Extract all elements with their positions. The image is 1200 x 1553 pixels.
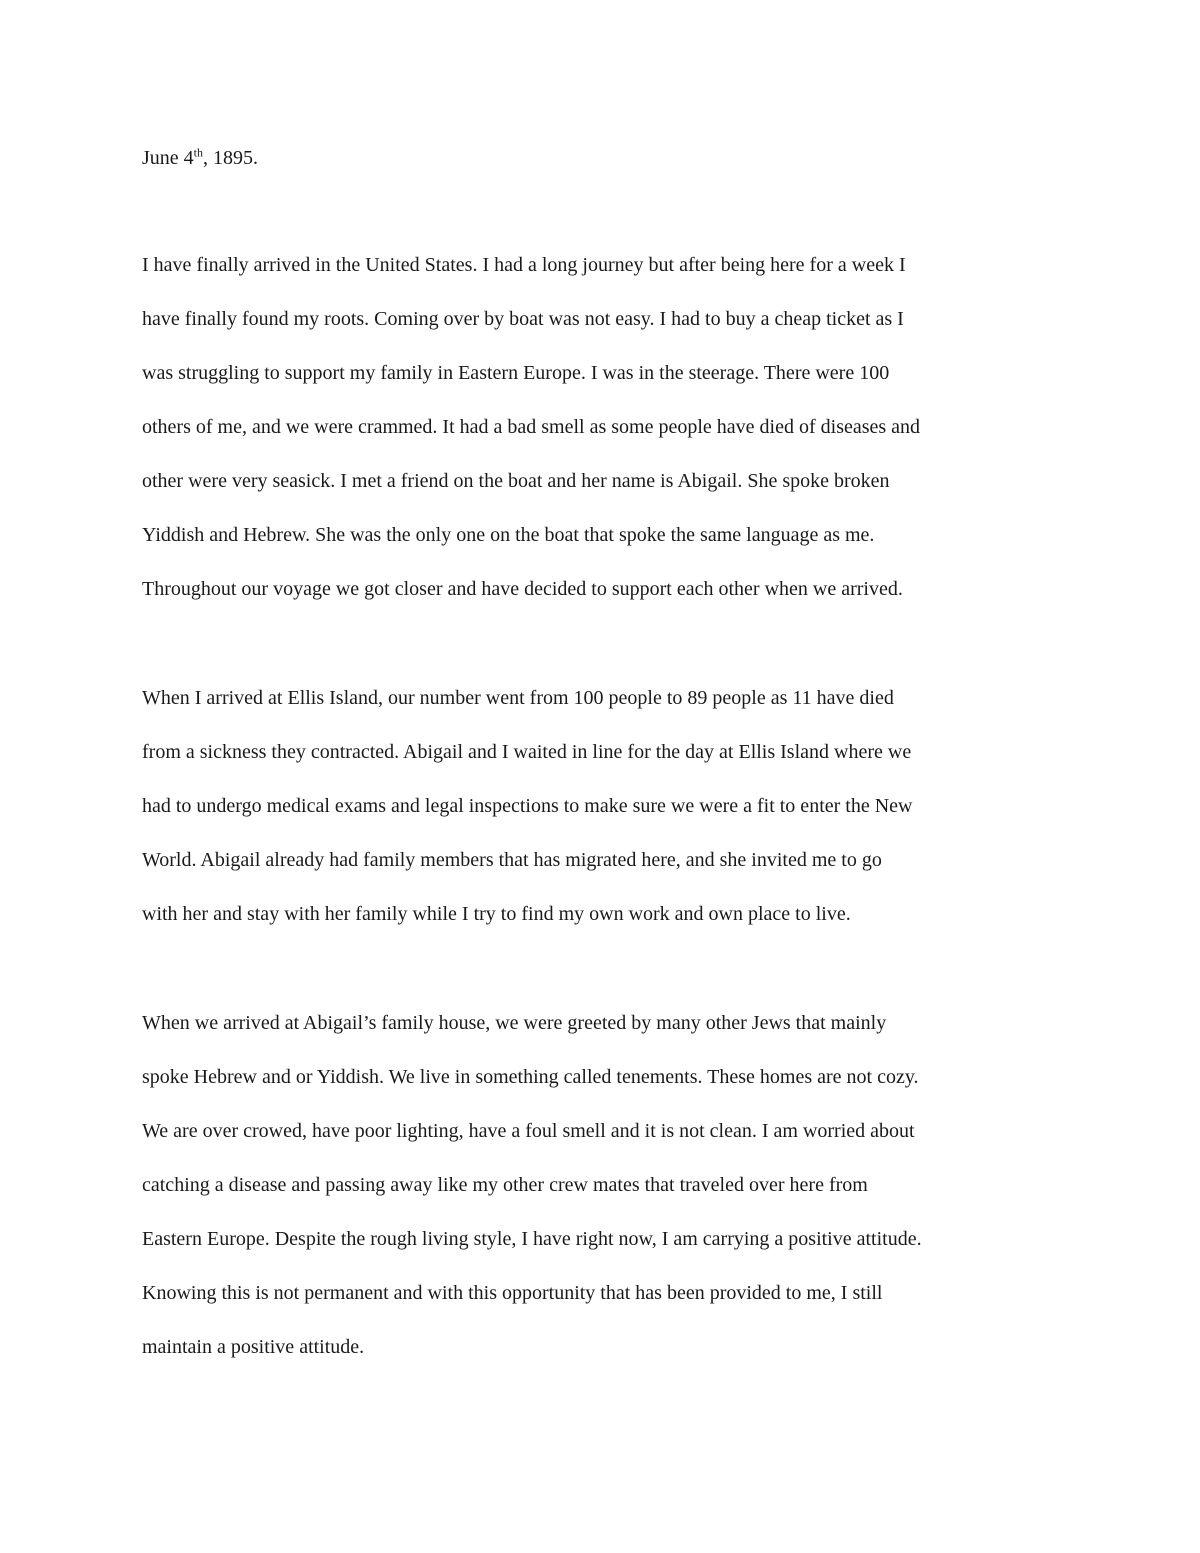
paragraph-line: was struggling to support my family in Eastern Europe. I was in the steerage. There were 100: [142, 362, 890, 384]
paragraph-line: other were very seasick. I met a friend on the boat and her name is Abigail. She spoke broken: [142, 470, 890, 492]
paragraph-line: spoke Hebrew and or Yiddish. We live in something called tenements. These homes are not cozy.: [142, 1066, 919, 1088]
date-heading: [142, 143, 1082, 173]
paragraph-line: catching a disease and passing away like my other crew mates that traveled over here from: [142, 1174, 868, 1196]
paragraph-line: Eastern Europe. Despite the rough living style, I have right now, I am carrying a positive attitude.: [142, 1228, 922, 1250]
paragraph-line: When we arrived at Abigail’s family house, we were greeted by many other Jews that mainly: [142, 1012, 887, 1034]
paragraph-line: Throughout our voyage we got closer and have decided to support each other when we arrived.: [142, 578, 903, 600]
paragraph-line: World. Abigail already had family members that has migrated here, and she invited me to go: [142, 849, 882, 871]
date-month-day: June 4: [142, 147, 194, 169]
paragraph-line: others of me, and we were crammed. It had a bad smell as some people have died of diseases and: [142, 416, 921, 438]
date-year: , 1895.: [203, 147, 259, 169]
paragraph-line: maintain a positive attitude.: [142, 1336, 365, 1358]
paragraph-line: Yiddish and Hebrew. She was the only one on the boat that spoke the same language as me.: [142, 524, 875, 546]
paragraph-line: We are over crowed, have poor lighting, have a foul smell and it is not clean. I am worried about: [142, 1120, 915, 1142]
paragraph-line: had to undergo medical exams and legal inspections to make sure we were a fit to enter the New: [142, 795, 913, 817]
paragraph-line: Knowing this is not permanent and with this opportunity that has been provided to me, I still: [142, 1282, 883, 1304]
paragraph-line: have finally found my roots. Coming over by boat was not easy. I had to buy a cheap ticket as I: [142, 308, 904, 330]
paragraph-line: I have finally arrived in the United States. I had a long journey but after being here for a week I: [142, 254, 906, 276]
paragraph-line: with her and stay with her family while I try to find my own work and own place to live.: [142, 903, 851, 925]
paragraph-line: When I arrived at Ellis Island, our number went from 100 people to 89 people as 11 have died: [142, 687, 894, 709]
paragraph-line: from a sickness they contracted. Abigail and I waited in line for the day at Ellis Island where we: [142, 741, 912, 763]
date-ordinal-suffix: th: [193, 145, 204, 160]
